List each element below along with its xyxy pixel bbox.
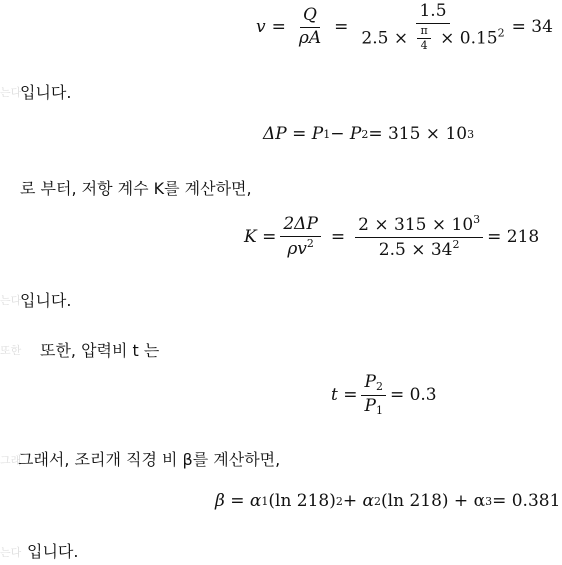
- pressure-ratio-equation: t = $\frac{P_2}{P_1}$ = 0.3: [331, 372, 437, 417]
- eq1-pi-over-4: $\frac{\pi}{4}$: [417, 25, 430, 53]
- text-line: 그래서, 조리개 직경 비 β를 계산하면,: [18, 450, 281, 469]
- faded-text: 는다: [0, 546, 22, 559]
- eq3-frac-values: $\frac{2 \times 315 \times 10^3}{2.5 \times 34^2}$: [355, 214, 483, 260]
- pressure-drop-equation: ΔP = P 1 − P 2 = 315 × 10 3: [263, 124, 475, 144]
- eq1-frac-q-rhoa: $\frac{Q}{\rho A}$: [298, 5, 322, 48]
- diameter-ratio-equation: β = α 1 (ln 218) 2 + α 2 (ln 218) + α 3 = 0.381: [215, 491, 561, 511]
- text-line: 로 부터, 저항 계수 K를 계산하면,: [20, 179, 252, 198]
- faded-text: 는다: [0, 294, 22, 307]
- resistance-coefficient-equation: K = $\frac{2\Delta P}{\rho v^2}$ = $\frac{2 \times 315 \times 10^3}{2.5 \times 34^2}$ = 218: [244, 213, 540, 260]
- eq1-frac-values: 1.5 2.5 × $\frac{\pi}{4}$ × $0.15^2$: [361, 1, 505, 53]
- text-line: 입니다.: [20, 83, 72, 102]
- faded-text: 그래: [0, 454, 22, 467]
- eq3-frac-symbolic: $\frac{2\Delta P}{\rho v^2}$: [280, 215, 321, 259]
- eq4-frac: $\frac{P_2}{P_1}$: [361, 373, 385, 417]
- faded-text: 또한: [0, 344, 22, 357]
- text-line: 입니다.: [20, 291, 72, 310]
- text-line: 또한, 압력비 t 는: [40, 341, 160, 360]
- eq1-v: v: [256, 17, 266, 38]
- text-line: 입니다.: [27, 542, 79, 561]
- velocity-equation: v = $\frac{Q}{\rho A}$ = 1.5 2.5 × $\frac{\pi}{4}$ × $0.15^2$ = 34: [256, 1, 553, 53]
- faded-text: 는다: [0, 86, 22, 99]
